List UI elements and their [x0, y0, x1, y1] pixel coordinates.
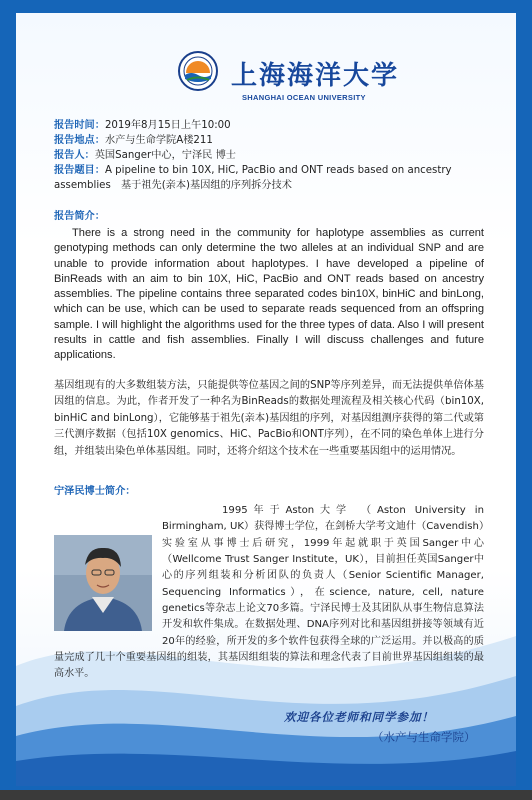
- title-label: 报告题目：: [54, 165, 105, 176]
- title-value: A pipeline to bin 10X, HiC, PacBio and ONT reads based on ancestry assemblies 基于祖先(亲本)基因组的序列拆分技术: [54, 165, 452, 191]
- abstract-heading: 报告简介：: [54, 211, 105, 222]
- abstract-chinese: 基因组现有的大多数组装方法，只能提供等位基因之间的SNP等序列差异，而无法提供单倍体基因组的信息。为此，作者开发了一种名为BinReads的数据处理流程及相关核心代码（bin10X, binHiC and binLong），它能够基于祖先(亲本)基因组的序列，对基因组测序获得的第二代或第三代测序数据（包括10X genomics、HiC、PacBio和ONT序列），在不同的染色单体上进行分组，并组装出染色单体基因组。同时，还将介绍这个技术在一些重要基因组中的运用情况。: [54, 379, 484, 457]
- header: [16, 13, 516, 103]
- place-value: 水产与生命学院A楼211: [104, 135, 213, 146]
- speaker-label: 报告人：: [54, 150, 95, 161]
- time-row: [54, 118, 484, 133]
- bio-heading: 宁泽民博士简介：: [54, 486, 136, 498]
- university-logo-icon: [178, 51, 218, 91]
- speaker-value: 英国Sanger中心，宁泽民 博士: [94, 150, 236, 161]
- school-name-en: SHANGHAI OCEAN UNIVERSITY: [242, 93, 366, 102]
- bio-section: [54, 503, 484, 682]
- speaker-photo: [54, 535, 152, 631]
- place-row: [54, 133, 484, 148]
- abstract-english: There is a strong need in the community for haplotype assemblies as current genotyping methods can only determine the two alleles at an individual SNP and are unable to provide information about haplotypes. I have developed a pipeline of BinReads with an aim to bin 10X, HiC, PacBio and ONT reads based on ancestry assemblies. The pipeline contains three separated codes bin10X, binHiC and binLong, which can be use, which can be used to separate reads sequenced from an offspring sample. I will highlight the algorithms used for the three types of data. Also I will present results in cattle and fish assemblies. Finally I will discuss challenges and future applications.: [54, 227, 484, 362]
- main-content: [54, 118, 484, 682]
- abstract-section: [54, 209, 484, 460]
- title-row: [54, 163, 484, 193]
- speaker-portrait-icon: [54, 535, 152, 631]
- organizer-sign: （水产与生命学院）: [372, 730, 476, 744]
- time-value: 2019年8月15日上午10:00: [104, 120, 231, 131]
- poster-body: [16, 13, 516, 786]
- welcome-text: 欢迎各位老师和同学参加！: [284, 710, 434, 724]
- speaker-row: [54, 148, 484, 163]
- school-name-cn: 上海海洋大学: [231, 61, 400, 91]
- place-label: 报告地点：: [54, 135, 105, 146]
- time-label: 报告时间：: [54, 120, 105, 131]
- bio-text: 1995年于Aston大学 （Aston University in Birmingham, UK）获得博士学位，在剑桥大学考文迪什（Cavendish）实验室从事博士后研究，1999年起就职于英国Sanger中心（Wellcome Trust Sanger Institute，UK），目前担任英国Sanger中心的序列组装和分析团队的负责人（Senior Scientific Manager, Sequencing Informatics），在science, nature, cell, nature genetics等杂志上论文70多篇。宁泽民博士及其团队从事生物信息算法开发和软件集成。在数据处理、DNA序列对比和基因组拼接等领域有近20年的经验，所开发的多个软件包获得全球的广泛运用。并以极高的质量完成了几十个重要基因组的组装，其基因组组装的算法和理念代表了目前世界基因组组装的最高水平。: [54, 505, 484, 680]
